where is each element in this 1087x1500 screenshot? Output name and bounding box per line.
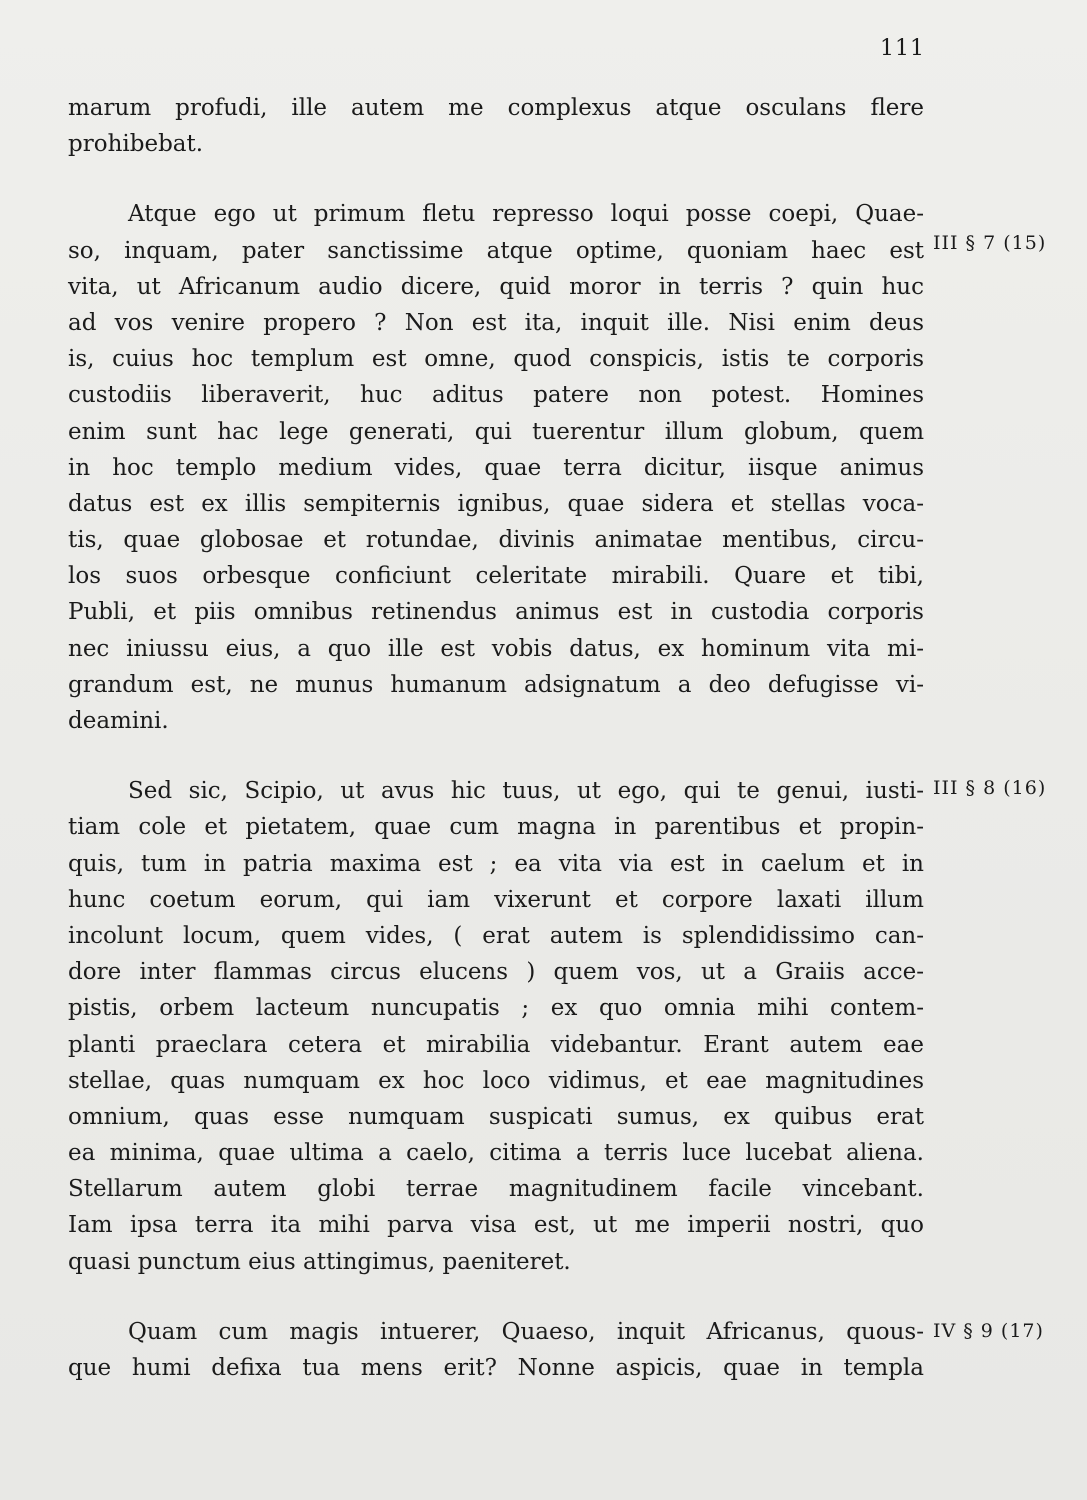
text-line: quasi punctum eius attingimus, paeniteret. [68, 1248, 571, 1275]
margin-reference: III § 7 (15) [933, 232, 1047, 254]
text-line: marum profudi, ille autem me complexus atque osculans flere [68, 95, 924, 121]
text-line: incolunt locum, quem vides, ( erat autem is splendidissimo can- [68, 922, 924, 949]
text-line: Atque ego ut primum fletu represso loqui posse coepi, Quae- [128, 201, 924, 228]
page-number: 111 [880, 36, 925, 61]
text-line: vita, ut Africanum audio dicere, quid moror in terris ? quin huc [68, 273, 924, 300]
text-line: quis, tum in patria maxima est ; ea vita via est in caelum et in [68, 850, 924, 877]
paragraph-2 [68, 196, 924, 739]
text-line: tis, quae globosae et rotundae, divinis animatae mentibus, circu- [68, 527, 924, 554]
margin-reference: III § 8 (16) [933, 777, 1047, 799]
text-line: los suos orbesque conficiunt celeritate mirabili. Quare et tibi, [68, 563, 924, 590]
text-line: pistis, orbem lacteum nuncupatis ; ex quo omnia mihi contem- [68, 995, 924, 1022]
text-line: prohibebat. [68, 131, 204, 158]
text-line: so, inquam, pater sanctissime atque optime, quoniam haec est [68, 237, 924, 264]
text-body [68, 90, 924, 1386]
text-line: is, cuius hoc templum est omne, quod conspicis, istis te corporis [68, 346, 924, 373]
text-line: Stellarum autem globi terrae magnitudinem facile vincebant. [68, 1176, 924, 1203]
text-line: deamini. [68, 708, 169, 734]
text-line: enim sunt hac lege generati, qui tuerentur illum globum, quem [68, 418, 924, 445]
paragraph-3 [68, 773, 924, 1280]
text-line: Quam cum magis intuerer, Quaeso, inquit Africanus, quous- [128, 1318, 924, 1345]
text-line: hunc coetum eorum, qui iam vixerunt et corpore laxati illum [68, 886, 924, 913]
text-line: que humi defixa tua mens erit? Nonne aspicis, quae in templa [68, 1355, 924, 1381]
paragraph-4 [68, 1314, 924, 1386]
text-line: ea minima, quae ultima a caelo, citima a terris luce lucebat aliena. [68, 1140, 924, 1167]
text-line: in hoc templo medium vides, quae terra dicitur, iisque animus [68, 454, 924, 481]
text-line: datus est ex illis sempiternis ignibus, quae sidera et stellas voca- [68, 490, 924, 517]
paragraph-1 [68, 90, 924, 162]
text-line: dore inter flammas circus elucens ) quem vos, ut a Graiis acce- [68, 959, 924, 986]
text-line: Publi, et piis omnibus retinendus animus est in custodia corporis [68, 599, 924, 626]
text-line: stellae, quas numquam ex hoc loco vidimus, et eae magnitudines [68, 1067, 924, 1094]
text-line: nec iniussu eius, a quo ille est vobis datus, ex hominum vita mi- [68, 635, 924, 662]
text-line: Sed sic, Scipio, ut avus hic tuus, ut ego, qui te genui, iusti- [128, 778, 924, 805]
text-line: custodiis liberaverit, huc aditus patere non potest. Homines [68, 382, 924, 409]
text-line: ad vos venire propero ? Non est ita, inquit ille. Nisi enim deus [68, 309, 924, 336]
text-line: Iam ipsa terra ita mihi parva visa est, ut me imperii nostri, quo [68, 1212, 924, 1239]
text-line: planti praeclara cetera et mirabilia videbantur. Erant autem eae [68, 1031, 924, 1058]
text-line: omnium, quas esse numquam suspicati sumus, ex quibus erat [68, 1103, 924, 1130]
margin-reference: IV § 9 (17) [933, 1320, 1044, 1342]
text-line: tiam cole et pietatem, quae cum magna in parentibus et propin- [68, 814, 924, 841]
text-line: grandum est, ne munus humanum adsignatum a deo defugisse vi- [68, 671, 924, 698]
